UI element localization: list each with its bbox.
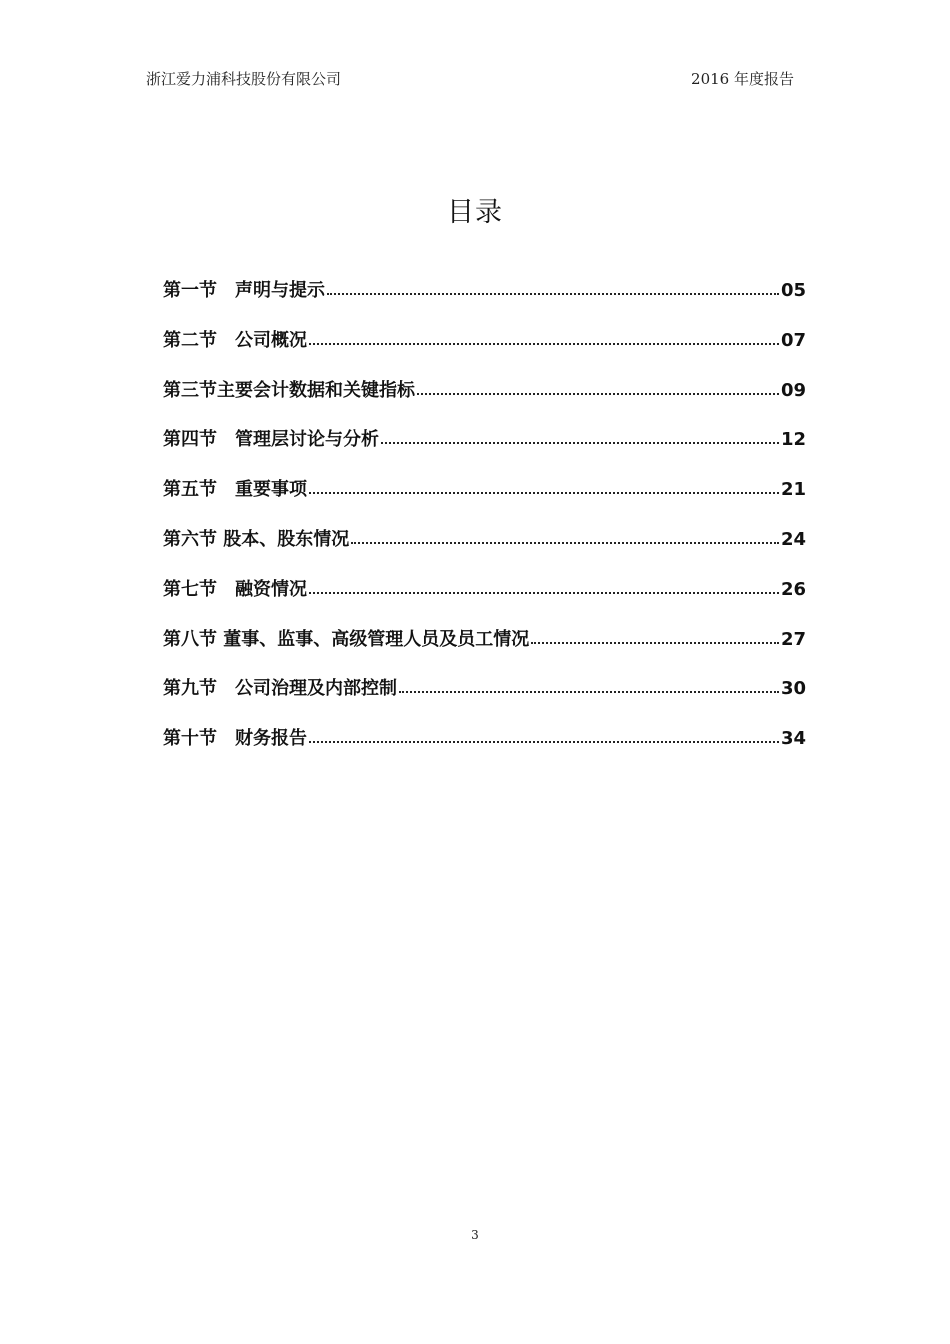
toc-dot-leader — [327, 278, 779, 295]
toc-entry-label: 第七节 融资情况 — [163, 578, 307, 600]
toc-entry-label: 第三节主要会计数据和关键指标 — [163, 379, 415, 401]
toc-entry-section-7[interactable] — [163, 575, 806, 625]
toc-entry-label: 第六节 股本、股东情况 — [163, 528, 350, 550]
toc-dot-leader — [351, 527, 779, 544]
toc-entry-section-1[interactable] — [163, 276, 806, 326]
toc-entry-page: 21 — [780, 479, 806, 501]
toc-entry-section-2[interactable] — [163, 326, 806, 376]
page-number: 3 — [471, 1228, 479, 1242]
toc-entry-section-9[interactable] — [163, 674, 806, 724]
toc-entry-label: 第四节 管理层讨论与分析 — [163, 429, 379, 451]
page-header — [146, 68, 794, 92]
toc-entry-label: 第八节 董事、监事、高级管理人员及员工情况 — [163, 628, 530, 650]
toc-entry-page: 27 — [780, 628, 806, 650]
page-title: 目录 — [447, 197, 503, 229]
toc-dot-leader — [531, 627, 779, 644]
toc-entry-page: 12 — [780, 429, 806, 451]
report-year: 2016 年度报告 — [691, 70, 794, 88]
toc-entry-section-4[interactable] — [163, 425, 806, 475]
toc-entry-label: 第十节 财务报告 — [163, 728, 307, 750]
company-name: 浙江爱力浦科技股份有限公司 — [146, 70, 342, 88]
toc-entry-section-3[interactable] — [163, 376, 806, 426]
toc-entry-page: 24 — [780, 528, 806, 550]
toc-entry-section-5[interactable] — [163, 475, 806, 525]
toc-entry-page: 26 — [780, 578, 806, 600]
toc-dot-leader — [309, 477, 779, 494]
toc-dot-leader — [309, 726, 779, 743]
toc-dot-leader — [309, 328, 779, 345]
toc-dot-leader — [417, 378, 779, 395]
toc-dot-leader — [309, 577, 779, 594]
toc-entry-label: 第二节 公司概况 — [163, 329, 307, 351]
toc-dot-leader — [399, 676, 779, 693]
toc-entry-section-6[interactable] — [163, 525, 806, 575]
toc-entry-page: 30 — [780, 678, 806, 700]
toc-entry-page: 34 — [780, 728, 806, 750]
toc-entry-section-8[interactable] — [163, 625, 806, 675]
toc-entry-section-10[interactable] — [163, 724, 806, 774]
toc-entry-page: 07 — [780, 329, 806, 351]
table-of-contents — [163, 276, 806, 774]
toc-dot-leader — [381, 427, 779, 444]
toc-entry-page: 05 — [780, 280, 806, 301]
toc-entry-label: 第九节 公司治理及内部控制 — [163, 678, 397, 700]
toc-entry-label: 第五节 重要事项 — [163, 479, 307, 501]
toc-entry-label: 第一节 声明与提示 — [163, 280, 325, 301]
toc-entry-page: 09 — [780, 379, 806, 401]
